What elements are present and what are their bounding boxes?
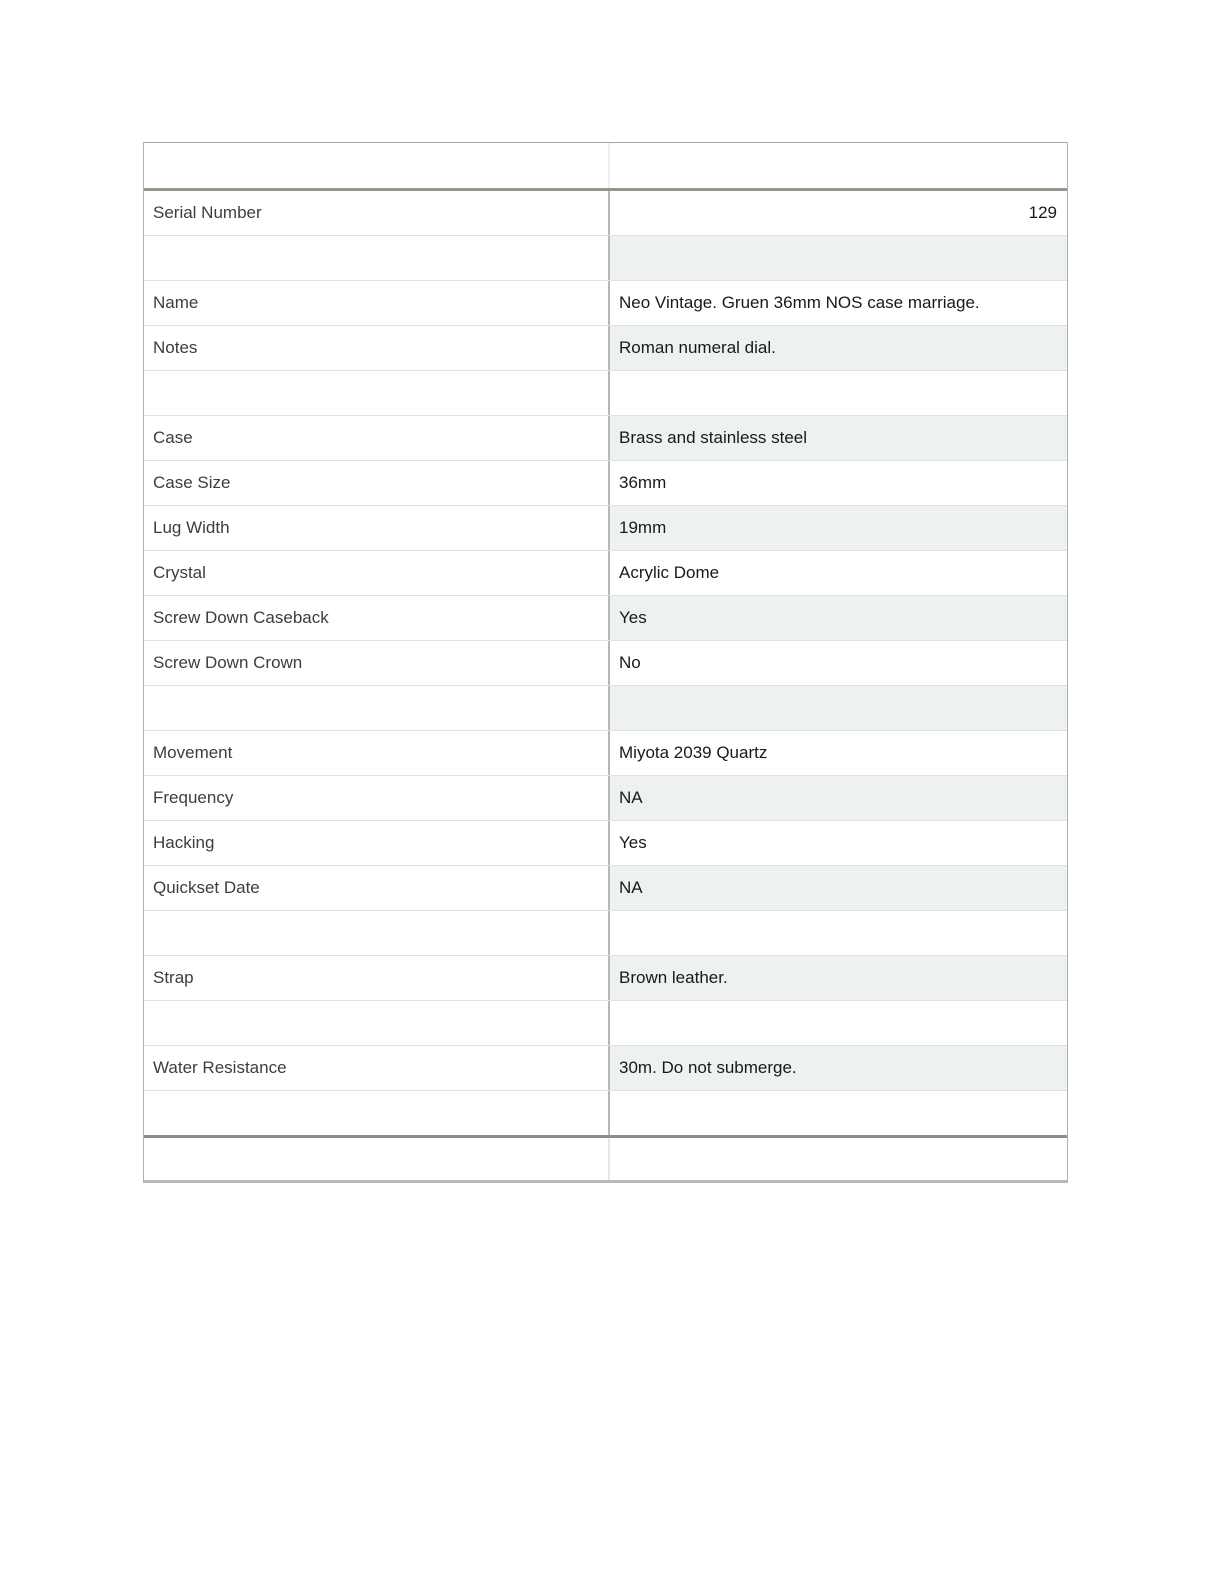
- table-row: [144, 1001, 1067, 1046]
- row-value-cell: 30m. Do not submerge.: [610, 1046, 1067, 1090]
- row-label-cell: Screw Down Crown: [144, 641, 610, 685]
- table-row: [144, 1046, 1067, 1091]
- table-row: [144, 686, 1067, 731]
- table-row: [144, 326, 1067, 371]
- row-label-cell: [144, 911, 610, 955]
- row-value-cell: 129: [610, 191, 1067, 235]
- table-row: [144, 956, 1067, 1001]
- row-label-cell: Case Size: [144, 461, 610, 505]
- row-value-cell: Acrylic Dome: [610, 551, 1067, 595]
- row-value-cell: [610, 371, 1067, 415]
- row-label-cell: Serial Number: [144, 191, 610, 235]
- row-label-cell: [144, 1091, 610, 1135]
- table-row: [144, 236, 1067, 281]
- table-row: [144, 596, 1067, 641]
- row-label-cell: Quickset Date: [144, 866, 610, 910]
- row-label-cell: [144, 371, 610, 415]
- row-label-cell: Name: [144, 281, 610, 325]
- row-value-cell: [610, 686, 1067, 730]
- row-label-cell: Notes: [144, 326, 610, 370]
- row-value-cell: 19mm: [610, 506, 1067, 550]
- table-row: [144, 416, 1067, 461]
- row-label-cell: [144, 686, 610, 730]
- row-label-cell: Hacking: [144, 821, 610, 865]
- row-value-cell: Brass and stainless steel: [610, 416, 1067, 460]
- table-row: [144, 866, 1067, 911]
- footer-value-cell: [610, 1138, 1067, 1180]
- footer-label-cell: [144, 1138, 610, 1180]
- row-label-cell: Movement: [144, 731, 610, 775]
- row-value-cell: [610, 1091, 1067, 1135]
- header-value-cell: [610, 143, 1067, 188]
- row-label-cell: Screw Down Caseback: [144, 596, 610, 640]
- row-label-cell: Frequency: [144, 776, 610, 820]
- table-row: [144, 641, 1067, 686]
- row-value-cell: [610, 911, 1067, 955]
- table-row: [144, 731, 1067, 776]
- row-label-cell: [144, 236, 610, 280]
- table-row: [144, 821, 1067, 866]
- table-row: [144, 911, 1067, 956]
- row-value-cell: Yes: [610, 596, 1067, 640]
- row-label-cell: Case: [144, 416, 610, 460]
- header-label-cell: [144, 143, 610, 188]
- table-header-row: [144, 143, 1067, 188]
- spec-table: [143, 142, 1068, 1183]
- table-row: [144, 506, 1067, 551]
- table-row: [144, 551, 1067, 596]
- row-value-cell: No: [610, 641, 1067, 685]
- table-row: [144, 371, 1067, 416]
- row-label-cell: [144, 1001, 610, 1045]
- table-row: [144, 776, 1067, 821]
- table-footer-row: [144, 1138, 1067, 1180]
- table-row: [144, 191, 1067, 236]
- table-row: [144, 461, 1067, 506]
- row-label-cell: Water Resistance: [144, 1046, 610, 1090]
- table-row: [144, 281, 1067, 326]
- row-value-cell: Miyota 2039 Quartz: [610, 731, 1067, 775]
- row-value-cell: Roman numeral dial.: [610, 326, 1067, 370]
- row-value-cell: NA: [610, 776, 1067, 820]
- row-value-cell: [610, 1001, 1067, 1045]
- row-value-cell: Yes: [610, 821, 1067, 865]
- row-value-cell: 36mm: [610, 461, 1067, 505]
- row-value-cell: NA: [610, 866, 1067, 910]
- row-label-cell: Crystal: [144, 551, 610, 595]
- row-label-cell: Lug Width: [144, 506, 610, 550]
- table-row: [144, 1091, 1067, 1135]
- row-label-cell: Strap: [144, 956, 610, 1000]
- table-body: [144, 191, 1067, 1135]
- row-value-cell: Neo Vintage. Gruen 36mm NOS case marriage.: [610, 281, 1067, 325]
- row-value-cell: [610, 236, 1067, 280]
- row-value-cell: Brown leather.: [610, 956, 1067, 1000]
